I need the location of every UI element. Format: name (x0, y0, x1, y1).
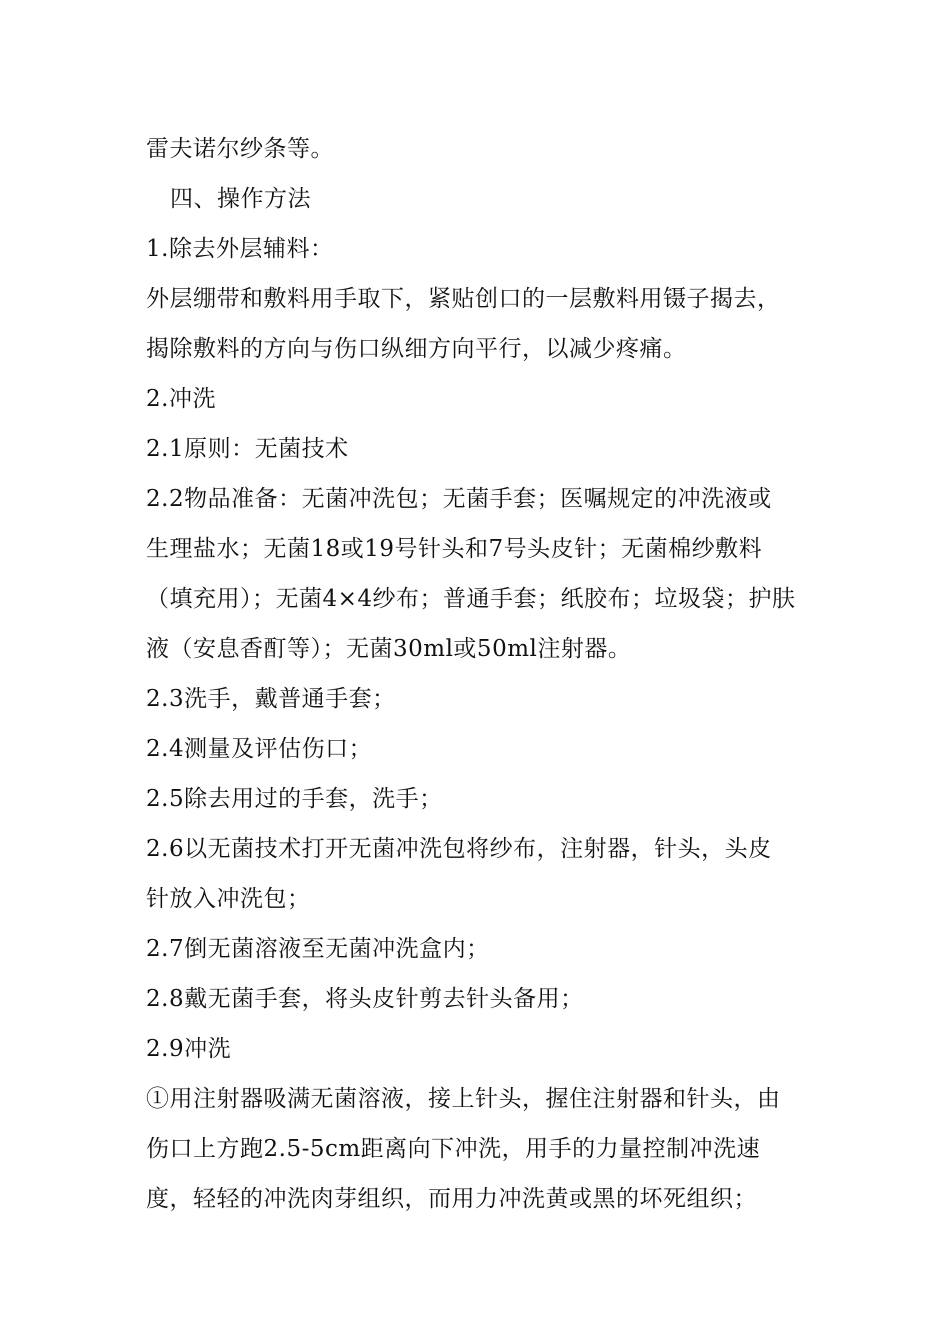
text-line: 2.5除去用过的手套，洗手； (146, 786, 443, 812)
text-line: 2.8戴无菌手套，将头皮针剪去针头备用； (146, 986, 584, 1012)
text-line: 伤口上方跑2.5-5cm距离向下冲洗，用手的力量控制冲洗速 (146, 1136, 761, 1162)
text-line: 2.2物品准备：无菌冲洗包；无菌手套；医嘱规定的冲洗液或 (146, 486, 772, 512)
text-line: 2.4测量及评估伤口； (146, 736, 373, 762)
text-line: （填充用）；无菌4×4纱布；普通手套；纸胶布；垃圾袋；护肤 (146, 586, 796, 612)
text-line: 2.1原则：无菌技术 (146, 436, 349, 462)
section-heading: 四、操作方法 (170, 186, 311, 212)
step-heading: 1.除去外层辅料： (146, 236, 334, 262)
text-line: 雷夫诺尔纱条等。 (146, 136, 334, 162)
step-heading: 2.冲洗 (146, 386, 216, 412)
text-line: 外层绷带和敷料用手取下，紧贴创口的一层敷料用镊子揭去， (146, 286, 781, 312)
text-line: 揭除敷料的方向与伤口纵细方向平行，以减少疼痛。 (146, 336, 687, 362)
text-line: 2.6以无菌技术打开无菌冲洗包将纱布，注射器，针头，头皮 (146, 836, 772, 862)
step-heading: 2.9冲洗 (146, 1036, 232, 1062)
text-line: 生理盐水；无菌18或19号针头和7号头皮针；无菌棉纱敷料 (146, 536, 763, 562)
text-line: 2.7倒无菌溶液至无菌冲洗盒内； (146, 936, 490, 962)
text-line: ①用注射器吸满无菌溶液，接上针头，握住注射器和针头，由 (146, 1086, 781, 1112)
text-line: 针放入冲洗包； (146, 886, 311, 912)
text-line: 液（安息香酊等）；无菌30ml或50ml注射器。 (146, 636, 632, 662)
text-line: 度，轻轻的冲洗肉芽组织，而用力冲洗黄或黑的坏死组织； (146, 1186, 757, 1212)
text-line: 2.3洗手，戴普通手套； (146, 686, 396, 712)
